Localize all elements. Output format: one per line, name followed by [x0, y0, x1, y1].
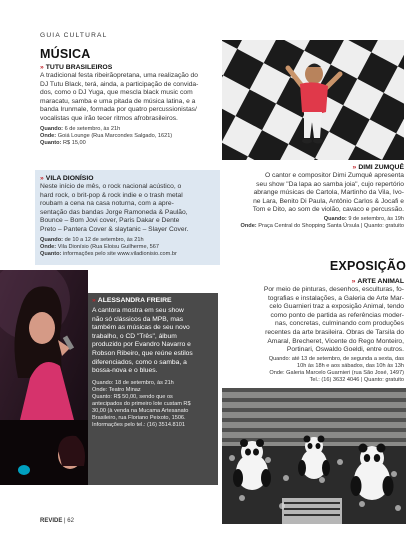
dimi-photo	[222, 40, 404, 160]
vila-heading: » VILA DIONÍSIO	[40, 175, 94, 182]
tutu-info: Quando: 6 de setembro, às 21h Onde: Goiá Lounge (Rua Marcondes Salgado, 1621) Quanto: R$ 15,00	[40, 126, 173, 146]
vila-body: Neste início de mês, o rock nacional acústico, o hard rock, o brit-pop & rock indie e o trash metal roubam a cena na casa noturna, com a apre- sentação das bandas Jorge Ramoneda & Paulão, Bounce – Bom Jovi cover, Paris Dakar e Dente Preto – Pantera Cover & slaytanic – Slayer Cover.	[40, 183, 189, 233]
alessandra-photo	[0, 270, 88, 485]
vila-info: Quando: de 10 a 12 de setembro, às 21h Onde: Vila Dionísio (Rua Eloisu Guilherme, 567 Quanto: informações pelo site www.viladionisio.com.br	[40, 237, 177, 257]
alessandra-heading: » ALESSANDRA FREIRE	[92, 297, 172, 304]
dimi-caption: » DIMI ZUMQUÊ	[352, 164, 404, 171]
alessandra-info: Quando: 18 de setembro, às 21h Onde: Teatro Minaz Quanto: R$ 50,00, sendo que os antecipados do primeiro lote custam R$ 30,00 (à venda na Mucama Artesanato Brasileiro, rua Floriano Peixoto, 1506. Informações pelo tel.: (16) 3514.8101	[92, 380, 191, 428]
exposicao-title: EXPOSIÇÃO	[329, 259, 406, 273]
arte-photo	[222, 388, 406, 524]
dimi-info: Quando: 9 de setembro, às 19h Onde: Praça Central do Shopping Santa Úrsula | Quanto: gratuito	[240, 216, 404, 229]
arte-heading: » ARTE ANIMAL	[351, 278, 404, 285]
tutu-heading: » TUTU BRASILEIROS	[40, 64, 113, 71]
musica-title: MÚSICA	[40, 47, 91, 61]
footer-folio: REVIDE | 62	[40, 518, 74, 524]
tutu-body: A tradicional festa ribeirãopretana, uma realização do DJ Tutu Black, terá, ainda, a participação de convida- dos, como o DJ Yuga, que mescla black music com maracatu, samba e uma pitada de música latina, e a banda Irunmale, formada por quatro percussionistas/ vocalistas que irão tecer ritmos afrobrasileiros.	[40, 72, 199, 122]
alessandra-body: A cantora mostra em seu show não só clássicos da MPB, mas também as músicas de seu novo trabalho, o CD "Três", álbum produzido por Evandro Navarro e Robson Ribeiro, que reúne estilos diferenciados, como o samba, a bossa-nova e o blues.	[92, 307, 193, 375]
section-label: GUIA CULTURAL	[40, 32, 108, 39]
dimi-body: O cantor e compositor Dimi Zumquê apresenta seu show "Da lapa ao samba joia", cujo repertório abrange músicas de Cartola, Martinho da Vila, Ivo- ne Lara, Benito Di Paula, Antônio Carlos & Jocafi e Tom e Dito, ao som de violão, cavaco e percussão.	[252, 172, 404, 214]
arte-info: Quando: até 13 de setembro, de segunda a sexta, das 10h às 18h e aos sábados, das 10h às 13h Onde: Galeria Marcelo Guarnieri (rua São José, 1497) Tel.: (16) 3632 4046 | Quanto: gratuito	[268, 356, 404, 383]
arte-body: Por meio de pinturas, desenhos, esculturas, fo- tografias e instalações, a Galeria de Arte Mar- celo Guarnieri traz a exposição Animal, tendo como ponto de partida as referências moder- nas, concretas, culminando com produções recentes da arte brasileira. Obras de Tarsila do Amaral, Brecheret, Vicente do Rego Monteiro, Portinari, Oswaldo Goeldi, entre outros.	[263, 286, 404, 354]
